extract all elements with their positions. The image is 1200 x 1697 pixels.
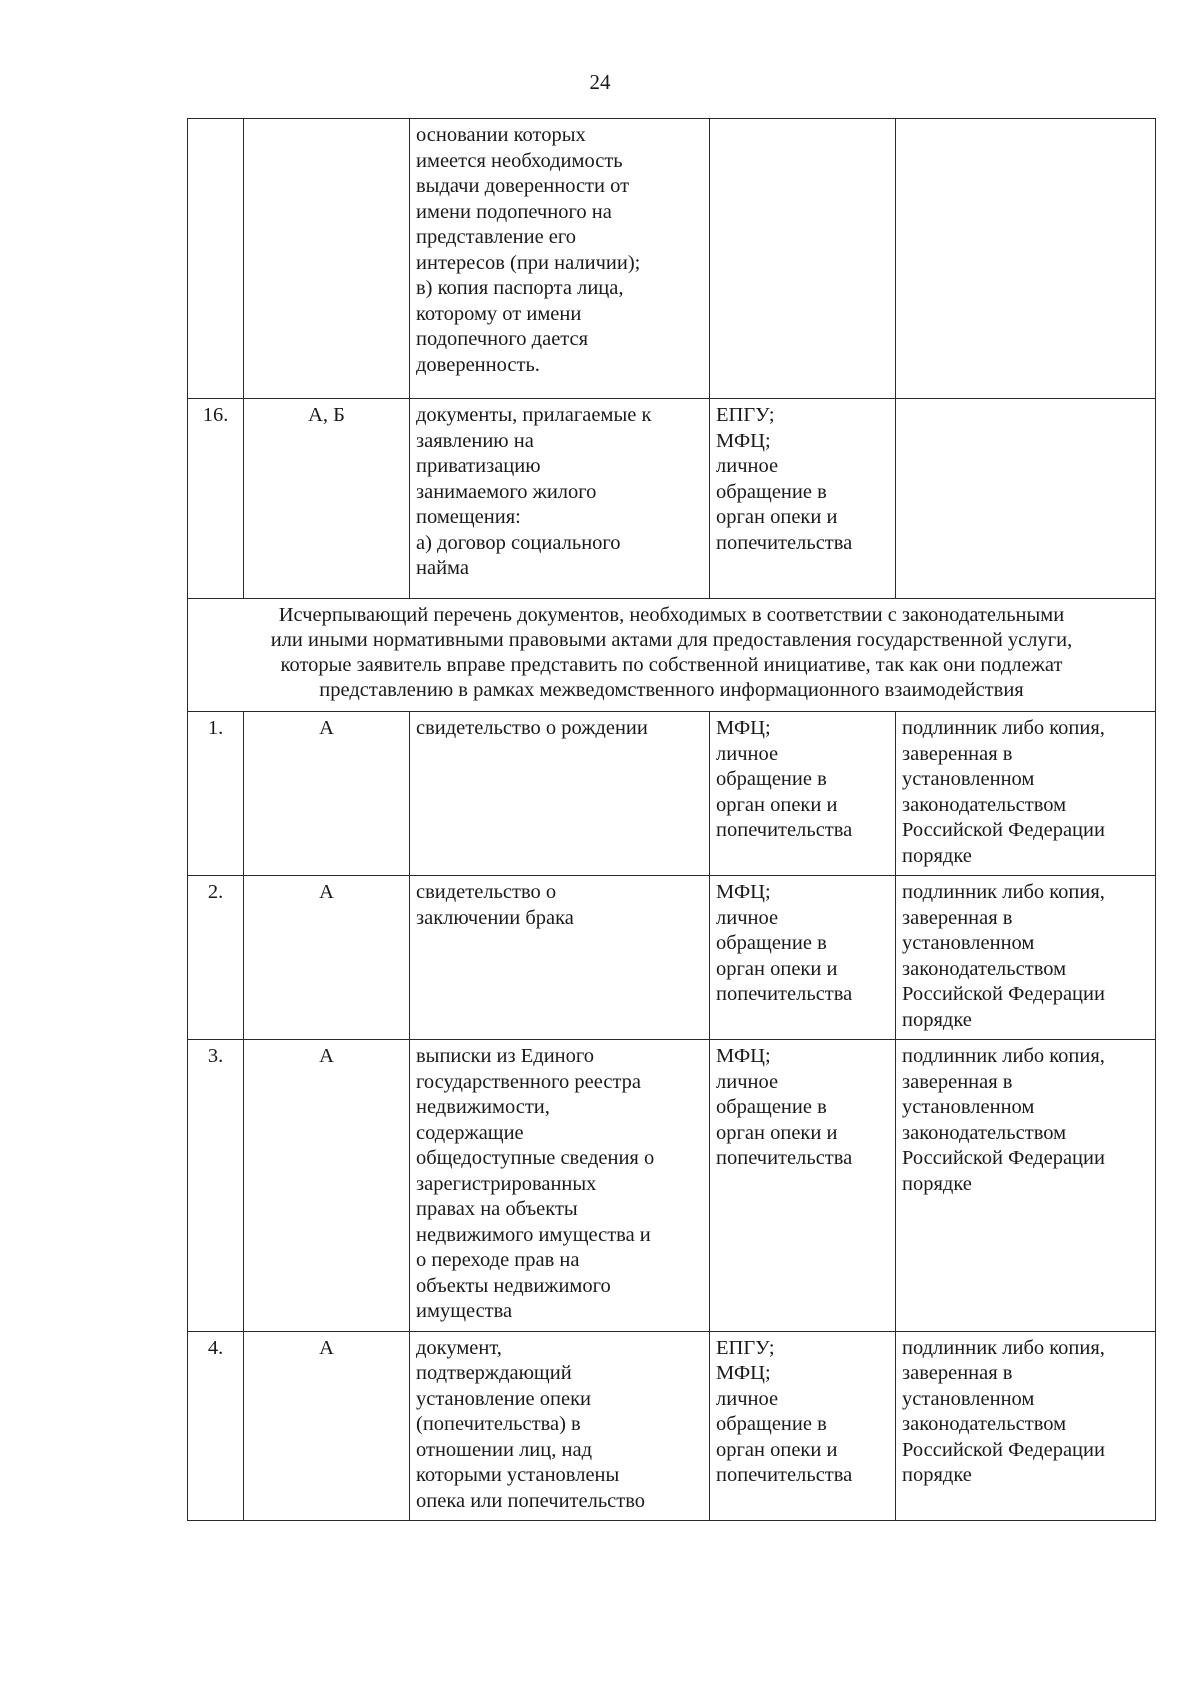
document-form-cell [896, 712, 1156, 876]
cell-text-line: подлинник либо копия, [902, 881, 1105, 903]
cell-text-line: государственного реестра [416, 1070, 642, 1093]
cell-text-line: личное [716, 742, 779, 765]
cell-text-line: обращение в [716, 1413, 827, 1435]
document-name-cell [410, 119, 710, 399]
cell-text-line: документ, [416, 1336, 502, 1359]
cell-text-line: обращение в [716, 480, 827, 503]
cell-text-line: установленном [902, 1387, 1035, 1410]
documents-table-body [188, 119, 1156, 1521]
row-number-cell: 2. [188, 876, 244, 1040]
document-name-cell [410, 399, 710, 599]
cell-text-line: недвижимого имущества и [416, 1223, 651, 1246]
cell-text-line: орган опеки и [716, 1438, 838, 1461]
submission-method-cell [710, 119, 896, 399]
cell-text-line: общедоступные сведения о [416, 1147, 655, 1169]
cell-text-line: порядке [902, 844, 972, 867]
cell-text-line: орган опеки и [716, 506, 838, 528]
applicant-category-cell: А, Б [244, 399, 410, 599]
applicant-category-cell: А [244, 1040, 410, 1332]
cell-text-line: основании которых [416, 124, 586, 146]
row-number-cell [188, 119, 244, 399]
cell-text-line: заверенная в [902, 1070, 1013, 1093]
cell-text-line: подлинник либо копия, [902, 1045, 1105, 1067]
cell-text-line: помещения: [416, 506, 521, 528]
cell-text-line: имеется необходимость [416, 149, 623, 172]
applicant-category-cell: А [244, 712, 410, 876]
cell-text-line: отношении лиц, над [416, 1438, 593, 1461]
cell-text-line: законодательством [902, 1413, 1067, 1435]
cell-text-line: представление его [416, 226, 577, 248]
cell-text-line: орган опеки и [716, 793, 838, 816]
table-row [188, 119, 1156, 399]
cell-text-line: порядке [902, 1008, 972, 1031]
cell-text-line: законодательством [902, 957, 1067, 980]
cell-text-line: имущества [416, 1300, 513, 1322]
cell-text-line: объекты недвижимого [416, 1274, 611, 1297]
cell-text-line: личное [716, 455, 779, 477]
applicant-category-cell: А [244, 1331, 410, 1521]
cell-text-line: которые заявитель вправе представить по собственной инициативе, так как они подлежат [280, 654, 1063, 676]
cell-text-line: Исчерпывающий перечень документов, необходимых в соответствии с законодательными [278, 604, 1065, 626]
cell-text-line: МФЦ; [716, 881, 771, 903]
cell-text-line: документы, прилагаемые к [416, 404, 652, 426]
cell-text-line: подопечного дается [416, 328, 589, 350]
cell-text-line: выдачи доверенности от [416, 175, 630, 197]
cell-text-line: подлинник либо копия, [902, 717, 1105, 739]
document-form-cell [896, 1040, 1156, 1332]
cell-text-line: законодательством [902, 793, 1067, 816]
cell-text-line: выписки из Единого [416, 1045, 595, 1067]
cell-text-line: которому от имени [416, 302, 582, 325]
cell-text-line: опека или попечительство [416, 1489, 646, 1512]
applicant-category-cell [244, 119, 410, 399]
cell-text-line: обращение в [716, 768, 827, 790]
section-heading [188, 599, 1156, 712]
row-number-cell: 16. [188, 399, 244, 599]
submission-method-cell [710, 1040, 896, 1332]
cell-text-line: заключении брака [416, 906, 574, 929]
cell-text-line: ЕПГУ; [716, 1336, 775, 1359]
submission-method-cell [710, 399, 896, 599]
cell-text-line: установленном [902, 768, 1035, 790]
cell-text-line: личное [716, 906, 779, 929]
cell-text-line: попечительства [716, 531, 853, 554]
applicant-category-cell: А [244, 876, 410, 1040]
document-form-cell [896, 1331, 1156, 1521]
submission-method-cell [710, 1331, 896, 1521]
cell-text-line: попечительства [716, 1464, 853, 1486]
cell-text-line: орган опеки и [716, 957, 838, 980]
page-number: 24 [589, 70, 611, 94]
cell-text-line: содержащие [416, 1121, 524, 1144]
cell-text-line: личное [716, 1070, 779, 1093]
cell-text-line: найма [416, 557, 469, 579]
cell-text-line: или иными нормативными правовыми актами для предоставления государственной услуги, [270, 629, 1073, 651]
cell-text-line: которыми установлены [416, 1464, 620, 1486]
cell-text-line: интересов (при наличии); [416, 251, 641, 274]
cell-text-line: МФЦ; [716, 1045, 771, 1067]
document-name-cell [410, 1331, 710, 1521]
document-name-cell [410, 712, 710, 876]
cell-text-line: МФЦ; [716, 429, 771, 452]
cell-text-line: подлинник либо копия, [902, 1336, 1105, 1359]
row-number-cell: 3. [188, 1040, 244, 1332]
cell-text-line: заверенная в [902, 906, 1013, 929]
row-number-cell: 4. [188, 1331, 244, 1521]
cell-text-line: порядке [902, 1172, 972, 1195]
table-row [188, 1331, 1156, 1521]
document-form-cell [896, 876, 1156, 1040]
cell-text-line: Российской Федерации [902, 1147, 1105, 1169]
cell-text-line: а) договор социального [416, 531, 621, 554]
cell-text-line: заявлению на [416, 429, 534, 452]
cell-text-line: попечительства [716, 983, 853, 1005]
cell-text-line: установленном [902, 1096, 1035, 1118]
row-number-cell: 1. [188, 712, 244, 876]
cell-text-line: заверенная в [902, 742, 1013, 765]
cell-text-line: свидетельство о рождении [416, 717, 648, 739]
document-name-cell [410, 1040, 710, 1332]
submission-method-cell [710, 876, 896, 1040]
cell-text-line: установление опеки [416, 1387, 592, 1410]
cell-text-line: порядке [902, 1464, 972, 1486]
section-heading-row [188, 599, 1156, 712]
cell-text-line: законодательством [902, 1121, 1067, 1144]
cell-text-line: Российской Федерации [902, 1438, 1105, 1461]
cell-text-line: свидетельство о [416, 881, 557, 903]
cell-text-line: Российской Федерации [902, 983, 1105, 1005]
cell-text-line: занимаемого жилого [416, 480, 597, 503]
documents-table [187, 118, 1156, 1521]
cell-text-line: обращение в [716, 1096, 827, 1118]
cell-text-line: представлению в рамках межведомственного информационного взаимодействия [319, 679, 1024, 701]
cell-text-line: приватизацию [416, 455, 541, 477]
cell-text-line: обращение в [716, 932, 827, 954]
cell-text-line: ЕПГУ; [716, 404, 775, 426]
table-row [188, 1040, 1156, 1332]
cell-text-line: заверенная в [902, 1362, 1013, 1384]
cell-text-line: установленном [902, 932, 1035, 954]
table-row [188, 876, 1156, 1040]
cell-text-line: доверенность. [416, 353, 540, 376]
cell-text-line: (попечительства) в [416, 1413, 581, 1435]
document-form-cell [896, 399, 1156, 599]
cell-text-line: Российской Федерации [902, 819, 1105, 841]
cell-text-line: недвижимости, [416, 1096, 550, 1118]
cell-text-line: орган опеки и [716, 1121, 838, 1144]
cell-text-line: в) копия паспорта лица, [416, 277, 624, 299]
submission-method-cell [710, 712, 896, 876]
cell-text-line: зарегистрированных [416, 1172, 597, 1195]
cell-text-line: имени подопечного на [416, 200, 612, 223]
table-row [188, 712, 1156, 876]
cell-text-line: подтверждающий [416, 1362, 572, 1384]
cell-text-line: о переходе прав на [416, 1249, 580, 1271]
cell-text-line: МФЦ; [716, 1362, 771, 1384]
document-name-cell [410, 876, 710, 1040]
cell-text-line: правах на объекты [416, 1198, 578, 1220]
document-form-cell [896, 119, 1156, 399]
cell-text-line: попечительства [716, 1147, 853, 1169]
table-row [188, 399, 1156, 599]
cell-text-line: МФЦ; [716, 717, 771, 739]
cell-text-line: попечительства [716, 819, 853, 841]
cell-text-line: личное [716, 1387, 779, 1410]
